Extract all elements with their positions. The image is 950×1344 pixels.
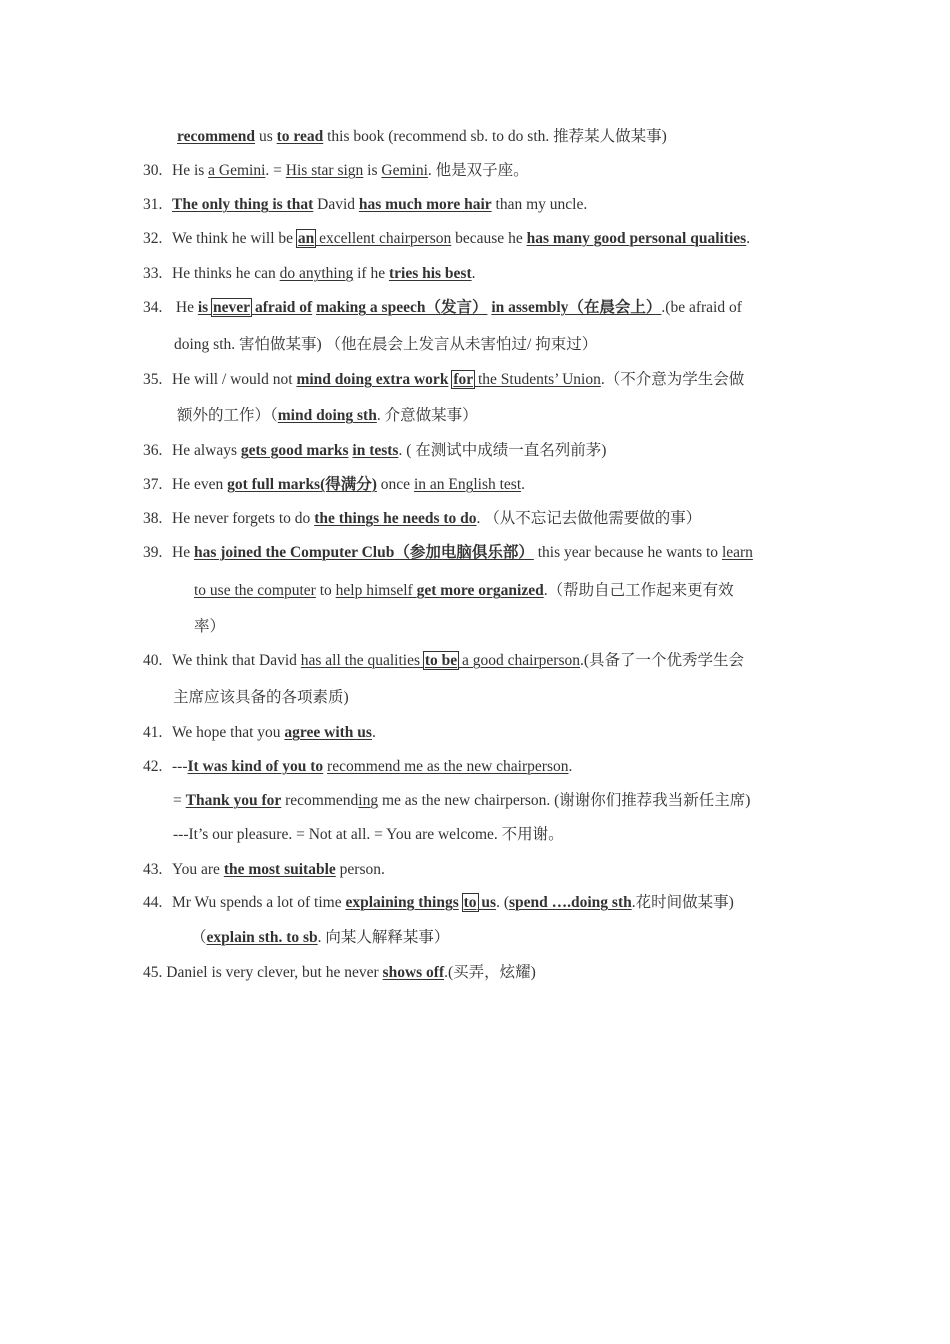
text-segment: We hope that you [172, 724, 285, 741]
text-segment: Gemini [381, 162, 428, 179]
text-segment: if he [353, 265, 389, 282]
text-segment: He [172, 544, 194, 561]
key-phrase: agree with us [284, 724, 372, 741]
key-phrase: in assembly（在晨会上） [491, 299, 662, 316]
text-segment: He never forgets to do [172, 510, 315, 527]
text-segment: us [255, 128, 277, 145]
text-segment: this year because he wants to [533, 544, 722, 561]
text-line [173, 825, 564, 845]
text-segment: . 介意做某事） [376, 407, 478, 424]
text-line [143, 963, 536, 983]
text-segment: . ( [496, 894, 509, 911]
text-segment: 主席应该具备的各项素质) [173, 689, 349, 706]
key-phrase: got full marks(得满分) [227, 476, 377, 493]
item-number: 40. [143, 652, 163, 669]
text-segment: recommend [281, 792, 359, 809]
text-segment: has all the qualities [300, 652, 424, 669]
text-line [143, 860, 385, 880]
text-segment: He [172, 299, 198, 316]
text-segment: .（不介意为学生会做 [600, 371, 745, 388]
key-phrase: recommend [177, 128, 256, 145]
key-phrase: making a speech（发言） [316, 299, 488, 316]
key-phrase: has joined the Computer Club（参加电脑俱乐部） [193, 544, 534, 561]
text-segment: .(具备了一个优秀学生会 [579, 652, 745, 669]
text-segment: ---It’s our pleasure. = Not at all. = You are welcome. 不用谢。 [173, 826, 564, 843]
text-segment: He always [172, 442, 241, 459]
item-number: 35. [143, 371, 163, 388]
text-segment: .(be afraid of [661, 299, 742, 316]
item-number: 38. [143, 510, 163, 527]
key-phrase: gets good marks [240, 442, 349, 459]
text-segment: to use the computer [194, 582, 316, 599]
key-phrase: is [197, 299, 213, 316]
text-segment: once [376, 476, 414, 493]
text-segment: . [521, 476, 526, 493]
text-segment: He is [172, 162, 209, 179]
text-segment: excellent chairperson [315, 230, 452, 247]
item-number: 43. [143, 861, 163, 878]
text-segment: doing sth. 害怕做某事) （他在晨会上发言从未害怕过/ 拘束过） [174, 336, 598, 353]
key-phrase: afraid of [251, 299, 313, 316]
key-phrase: mind doing sth [277, 407, 377, 424]
text-segment: than my uncle. [491, 196, 588, 213]
key-phrase: Thank you for [185, 792, 282, 809]
text-segment: do anything [279, 265, 354, 282]
text-segment: .（帮助自己工作起来更有效 [543, 582, 734, 599]
text-segment: We think that David [172, 652, 301, 669]
text-line [143, 370, 744, 390]
item-number: 36. [143, 442, 163, 459]
key-phrase: mind doing extra work [296, 371, 449, 388]
text-segment: . [371, 724, 376, 741]
text-line [143, 893, 734, 913]
text-segment: . [471, 265, 476, 282]
text-line [177, 406, 478, 426]
text-line [173, 791, 750, 811]
text-segment: You are [172, 861, 224, 878]
key-phrase: shows off [382, 964, 445, 981]
item-number: 30. [143, 162, 163, 179]
key-phrase: in tests [352, 442, 399, 459]
text-line [143, 651, 744, 671]
key-phrase: It was kind of you to [187, 758, 324, 775]
key-phrase: us [477, 894, 497, 911]
text-line [143, 298, 742, 318]
key-phrase: explain sth. to sb [206, 929, 318, 946]
boxed-word: to be [424, 652, 458, 669]
key-phrase: spend ….doing sth [508, 894, 632, 911]
text-segment: a good chairperson [458, 652, 580, 669]
text-segment: recommend me as the new chairperson [327, 758, 569, 775]
item-number: 33. [143, 265, 163, 282]
text-segment: . （从不忘记去做他需要做的事） [476, 510, 702, 527]
text-line [143, 475, 525, 495]
item-number: 34. [143, 299, 163, 316]
text-line [191, 928, 449, 948]
text-line [143, 543, 753, 563]
text-segment: ing [358, 792, 379, 809]
text-segment: Mr Wu spends a lot of time [172, 894, 346, 911]
key-phrase: explaining things [345, 894, 459, 911]
text-segment: is [363, 162, 382, 179]
text-segment: this book (recommend sb. to do sth. 推荐某人做某事) [323, 128, 667, 145]
text-line [143, 264, 476, 284]
text-segment: the Students’ Union [474, 371, 601, 388]
text-line [143, 441, 606, 461]
boxed-word: to [463, 894, 477, 911]
text-segment: in an English test [413, 476, 522, 493]
key-phrase: get more organized [416, 582, 544, 599]
text-segment: David [313, 196, 359, 213]
text-line [194, 617, 225, 637]
text-segment: person. [335, 861, 385, 878]
item-number: 31. [143, 196, 163, 213]
text-segment: He thinks he can [172, 265, 280, 282]
key-phrase: has many good personal qualities [526, 230, 747, 247]
text-segment: 45. Daniel is very clever, but he never [143, 964, 383, 981]
text-segment: to [315, 582, 336, 599]
text-segment: = [173, 792, 186, 809]
text-segment: 率） [194, 618, 226, 635]
text-segment: . = [265, 162, 286, 179]
key-phrase: to read [276, 128, 324, 145]
item-number: 37. [143, 476, 163, 493]
key-phrase: the most suitable [223, 861, 336, 878]
text-segment: . 向某人解释某事） [317, 929, 450, 946]
item-number: 41. [143, 724, 163, 741]
text-segment: . ( 在测试中成绩一直名列前茅) [398, 442, 607, 459]
text-line [143, 509, 701, 529]
item-number: 32. [143, 230, 163, 247]
text-line [143, 757, 572, 777]
text-segment: 额外的工作）（ [177, 407, 278, 424]
text-segment: me as the new chairperson. (谢谢你们推荐我当新任主席) [378, 792, 751, 809]
text-line [143, 195, 587, 215]
key-phrase: has much more hair [358, 196, 492, 213]
key-phrase: tries his best [388, 265, 472, 282]
text-segment: learn [721, 544, 753, 561]
boxed-word: never [213, 299, 251, 316]
text-segment: --- [172, 758, 188, 775]
text-line [194, 581, 734, 601]
text-segment: （ [191, 929, 207, 946]
key-phrase: the things he needs to do [314, 510, 477, 527]
item-number: 39. [143, 544, 163, 561]
text-segment: His star sign [285, 162, 364, 179]
text-segment: He even [172, 476, 228, 493]
text-segment: .花时间做某事) [631, 894, 734, 911]
text-segment: . 他是双子座。 [427, 162, 529, 179]
text-segment: a Gemini [208, 162, 266, 179]
text-segment: . [568, 758, 573, 775]
item-number: 44. [143, 894, 163, 911]
boxed-word: for [453, 371, 474, 388]
key-phrase: The only thing is that [172, 196, 314, 213]
text-line [143, 723, 376, 743]
text-segment: .(买弄，炫耀) [444, 964, 536, 981]
text-line [174, 335, 597, 355]
text-segment: We think he will be [172, 230, 297, 247]
text-segment: He will / would not [172, 371, 297, 388]
text-line [143, 229, 750, 249]
text-line [177, 127, 667, 147]
text-line [143, 161, 529, 181]
text-line [173, 688, 349, 708]
text-segment: help himself [335, 582, 417, 599]
boxed-word: an [297, 230, 315, 247]
text-segment: because he [451, 230, 527, 247]
text-segment: . [746, 230, 751, 247]
item-number: 42. [143, 758, 163, 775]
